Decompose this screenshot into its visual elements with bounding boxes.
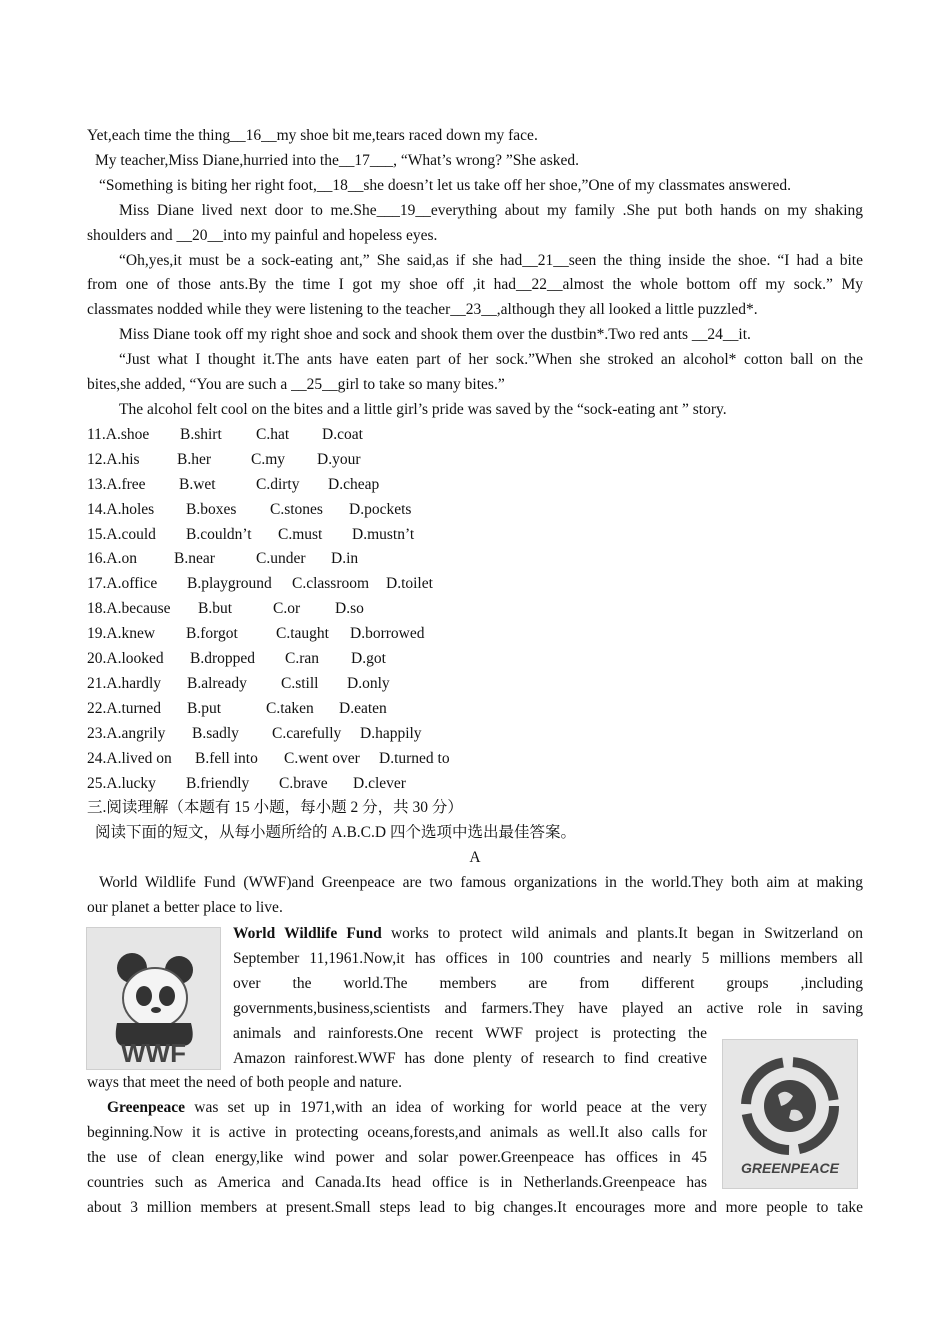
- option-choice: 20.A.looked: [87, 650, 164, 668]
- option-row: [87, 448, 863, 473]
- option-choice: 12.A.his: [87, 450, 140, 468]
- greenpeace-heading: Greenpeace: [107, 1099, 186, 1116]
- option-choice: B.wet: [179, 475, 216, 493]
- greenpeace-line: the use of clean energy,like wind power and solar power.Greenpeace has offices in 45: [87, 1149, 707, 1166]
- option-choice: D.your: [317, 450, 361, 468]
- option-row: [87, 423, 863, 448]
- option-choice: B.near: [174, 550, 215, 568]
- option-choice: B.dropped: [190, 650, 256, 668]
- option-choice: C.taught: [276, 625, 329, 643]
- section-title: 三.阅读理解（本题有 15 小题，每小题 2 分，共 30 分）: [87, 799, 463, 817]
- option-choice: 15.A.could: [87, 525, 156, 543]
- option-choice: D.pockets: [349, 500, 412, 518]
- option-choice: 23.A.angrily: [87, 724, 166, 742]
- option-choice: B.friendly: [186, 774, 250, 792]
- passage-label: A: [469, 849, 481, 867]
- intro-line: World Wildlife Fund (WWF)and Greenpeace are two famous organizations in the world.They both aim at making: [99, 874, 863, 892]
- option-choice: B.fell into: [195, 749, 258, 767]
- option-row: [87, 498, 863, 523]
- option-choice: C.taken: [266, 699, 314, 717]
- option-row: [87, 747, 863, 772]
- option-choice: D.clever: [353, 774, 406, 792]
- option-choice: 21.A.hardly: [87, 674, 162, 692]
- option-row: [87, 523, 863, 548]
- option-choice: 25.A.lucky: [87, 774, 156, 792]
- option-choice: 19.A.knew: [87, 625, 156, 643]
- greenpeace-logo: [722, 1039, 858, 1189]
- option-choice: B.put: [187, 699, 222, 717]
- greenpeace-logo-text: GREENPEACE: [740, 1160, 840, 1176]
- wwf-logo: [86, 927, 221, 1070]
- option-row: [87, 622, 863, 647]
- option-choice: D.turned to: [379, 749, 450, 767]
- option-choice: D.in: [331, 550, 359, 568]
- wwf-logo-text: WWF: [121, 1038, 186, 1068]
- passage-line: My teacher,Miss Diane,hurried into the__17___, “What’s wrong? ”She asked.: [95, 151, 580, 169]
- passage-line: from one of those ants.By the time I got my shoe off ,it had__22__almost the whole bottom off my sock.” My: [87, 276, 863, 294]
- option-choice: D.mustn’t: [352, 525, 415, 543]
- passage-line: shoulders and __20__into my painful and hopeless eyes.: [87, 226, 438, 244]
- passage-line: bites,she added, “You are such a __25__girl to take so many bites.”: [87, 376, 505, 394]
- section-instruction: 阅读下面的短文，从每小题所给的 A.B.C.D 四个选项中选出最佳答案。: [95, 824, 576, 842]
- option-choice: D.coat: [322, 425, 363, 443]
- wwf-line: governments,business,scientists and farmers.They have played an active role in saving: [233, 1000, 863, 1017]
- option-choice: B.already: [187, 674, 247, 692]
- greenpeace-line: Greenpeace was set up in 1971,with an idea of working for world peace at the very: [107, 1099, 707, 1116]
- option-choice: D.so: [335, 600, 364, 618]
- option-choice: 14.A.holes: [87, 500, 155, 518]
- option-choice: C.classroom: [292, 575, 370, 593]
- wwf-line: animals and rainforests.One recent WWF project is protecting the: [233, 1025, 707, 1042]
- option-row: [87, 547, 863, 572]
- option-choice: B.shirt: [180, 425, 222, 443]
- option-choice: C.my: [251, 450, 286, 468]
- option-choice: D.toilet: [386, 575, 433, 593]
- option-choice: B.her: [177, 450, 212, 468]
- option-choice: C.carefully: [272, 724, 342, 742]
- option-row: [87, 697, 863, 722]
- option-choice: 18.A.because: [87, 600, 171, 618]
- passage-line: Miss Diane took off my right shoe and sock and shook them over the dustbin*.Two red ants __24__it.: [119, 326, 751, 344]
- option-choice: D.cheap: [328, 475, 380, 493]
- cloze-passage: [87, 124, 863, 921]
- passage-line: Yet,each time the thing__16__my shoe bit me,tears raced down my face.: [87, 127, 538, 144]
- passage-line: classmates nodded while they were listening to the teacher__23__,although they all looked a little puzzled*.: [87, 301, 758, 319]
- option-row: [87, 672, 863, 697]
- option-choice: C.hat: [256, 425, 290, 443]
- greenpeace-line: about 3 million members at present.Small steps lead to big changes.It encourages more and more people to take: [87, 1199, 863, 1216]
- wwf-line: over the world.The members are from different groups ,including: [233, 975, 863, 992]
- greenpeace-line: countries such as America and Canada.Its head office is in Netherlands.Greenpeace has: [87, 1174, 707, 1191]
- option-choice: D.got: [351, 650, 386, 668]
- cloze-options: [87, 423, 863, 797]
- wwf-line: Amazon rainforest.WWF has done plenty of research to find creative: [233, 1050, 707, 1067]
- option-choice: B.sadly: [192, 724, 239, 742]
- greenpeace-line: beginning.Now it is active in protecting oceans,forests,and animals as well.It also calls for: [87, 1124, 707, 1141]
- passage-line: “Just what I thought it.The ants have eaten part of her sock.”When she stroked an alcohol* cotton ball on the: [119, 351, 863, 369]
- option-choice: C.under: [256, 550, 306, 568]
- option-choice: 24.A.lived on: [87, 749, 172, 767]
- passage-line: “Oh,yes,it must be a sock-eating ant,” She said,as if she had__21__seen the thing inside the shoe. “I had a bite: [119, 251, 863, 269]
- intro-line: our planet a better place to live.: [87, 899, 283, 917]
- option-choice: C.still: [281, 674, 319, 692]
- option-row: [87, 572, 863, 597]
- option-choice: 13.A.free: [87, 475, 146, 493]
- wwf-line: ways that meet the need of both people and nature.: [87, 1074, 403, 1091]
- option-choice: D.borrowed: [350, 625, 425, 643]
- passage-line: “Something is biting her right foot,__18__she doesn’t let us take off her shoe,”One of my classmates answered.: [99, 176, 792, 194]
- option-choice: C.must: [278, 525, 323, 543]
- passage-line: The alcohol felt cool on the bites and a little girl’s pride was saved by the “sock-eating ant ” story.: [119, 400, 727, 418]
- option-choice: B.boxes: [186, 500, 237, 518]
- option-row: [87, 772, 863, 797]
- option-row: [87, 473, 863, 498]
- option-choice: D.only: [347, 674, 390, 692]
- option-choice: B.playground: [187, 575, 272, 593]
- option-choice: C.or: [273, 600, 301, 618]
- option-choice: D.happily: [360, 724, 422, 742]
- option-choice: 11.A.shoe: [87, 425, 150, 443]
- option-choice: C.brave: [279, 774, 328, 792]
- option-choice: C.went over: [284, 749, 360, 767]
- option-choice: 17.A.office: [87, 575, 158, 593]
- option-choice: 16.A.on: [87, 550, 137, 568]
- option-choice: D.eaten: [339, 699, 387, 717]
- option-choice: C.ran: [285, 650, 320, 668]
- option-row: [87, 647, 863, 672]
- option-choice: B.but: [198, 600, 233, 618]
- option-choice: B.forgot: [186, 625, 238, 643]
- wwf-heading: World Wildlife Fund: [233, 925, 382, 942]
- passage-line: Miss Diane lived next door to me.She___19__everything about my family .She put both hands on my shaking: [119, 201, 863, 219]
- option-row: [87, 597, 863, 622]
- option-choice: C.stones: [270, 500, 323, 518]
- option-choice: 22.A.turned: [87, 699, 162, 717]
- option-row: [87, 722, 863, 747]
- wwf-line: September 11,1961.Now,it has offices in 100 countries and nearly 5 millions members all: [233, 950, 863, 967]
- wwf-line: World Wildlife Fund works to protect wild animals and plants.It began in Switzerland on: [233, 925, 863, 942]
- option-choice: B.couldn’t: [186, 525, 252, 543]
- option-choice: C.dirty: [256, 475, 300, 493]
